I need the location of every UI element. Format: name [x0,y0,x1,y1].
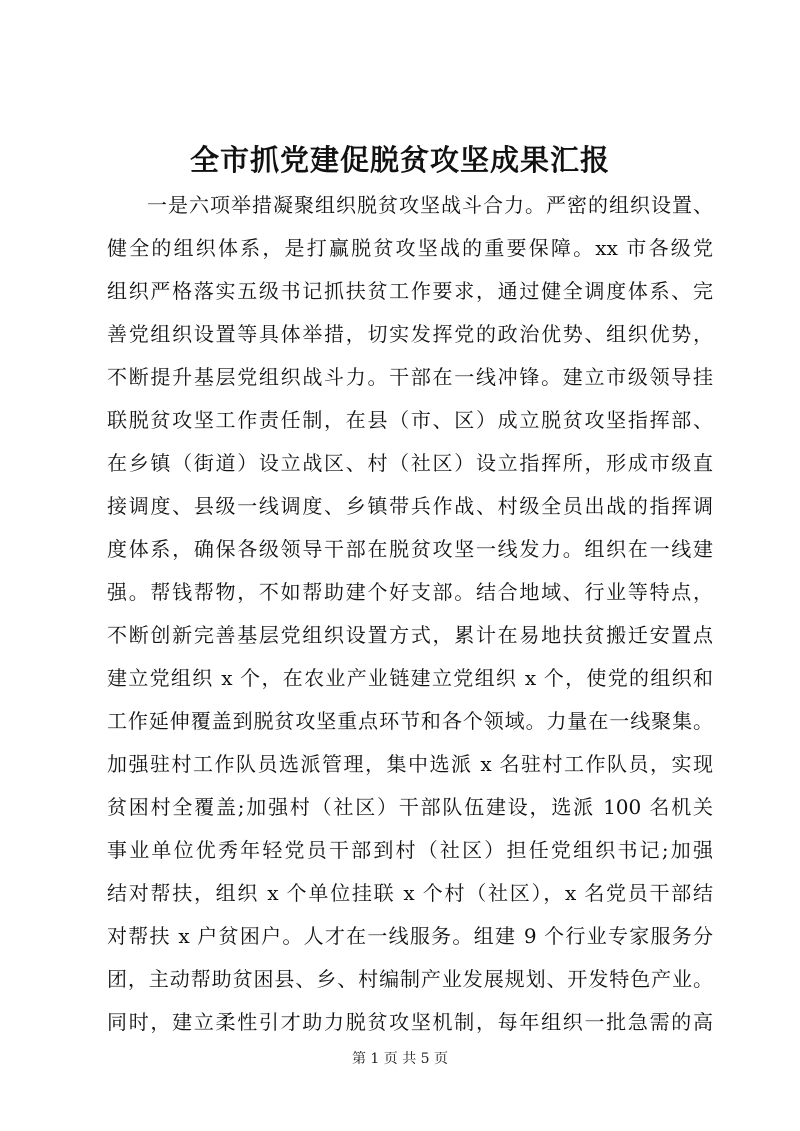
text-line: 团，主动帮助贫困县、乡、村编制产业发展规划、开发特色产业。 [107,967,713,991]
text-line: 对帮扶 x 户贫困户。人才在一线服务。组建 9 个行业专家服务分 [107,924,713,948]
text-line: 组织严格落实五级书记抓扶贫工作要求，通过健全调度体系、完 [107,279,713,303]
text-line: 不断创新完善基层党组织设置方式，累计在易地扶贫搬迁安置点 [107,623,713,647]
text-line: 联脱贫攻坚工作责任制，在县（市、区）成立脱贫攻坚指挥部、 [107,408,713,432]
text-line: 建立党组织 x 个，在农业产业链建立党组织 x 个，使党的组织和 [107,666,713,690]
text-line: 善党组织设置等具体举措，切实发挥党的政治优势、组织优势， [107,322,713,346]
text-line: 同时，建立柔性引才助力脱贫攻坚机制，每年组织一批急需的高 [107,1010,713,1034]
text-line: 加强驻村工作队员选派管理，集中选派 x 名驻村工作队员，实现 [107,752,713,776]
text-line: 强。帮钱帮物，不如帮助建个好支部。结合地域、行业等特点， [107,580,713,604]
text-line: 健全的组织体系，是打赢脱贫攻坚战的重要保障。xx 市各级党 [107,236,713,260]
text-line: 接调度、县级一线调度、乡镇带兵作战、村级全员出战的指挥调 [107,494,713,518]
text-line: 贫困村全覆盖;加强村（社区）干部队伍建设，选派 100 名机关 [107,795,713,819]
text-line: 一是六项举措凝聚组织脱贫攻坚战斗合力。严密的组织设置、 [147,193,713,217]
text-line: 事业单位优秀年轻党员干部到村（社区）担任党组织书记;加强 [107,838,713,862]
text-line: 在乡镇（街道）设立战区、村（社区）设立指挥所，形成市级直 [107,451,713,475]
text-line: 不断提升基层党组织战斗力。干部在一线冲锋。建立市级领导挂 [107,365,713,389]
text-line: 工作延伸覆盖到脱贫攻坚重点环节和各个领域。力量在一线聚集。 [107,709,713,733]
body-paragraph [107,184,713,1044]
text-line: 结对帮扶，组织 x 个单位挂联 x 个村（社区），x 名党员干部结 [107,881,713,905]
text-line: 度体系，确保各级领导干部在脱贫攻坚一线发力。组织在一线建 [107,537,713,561]
page-number-footer: 第 1 页 共 5 页 [351,1051,449,1067]
document-title: 全市抓党建促脱贫攻坚成果汇报 [189,143,610,177]
